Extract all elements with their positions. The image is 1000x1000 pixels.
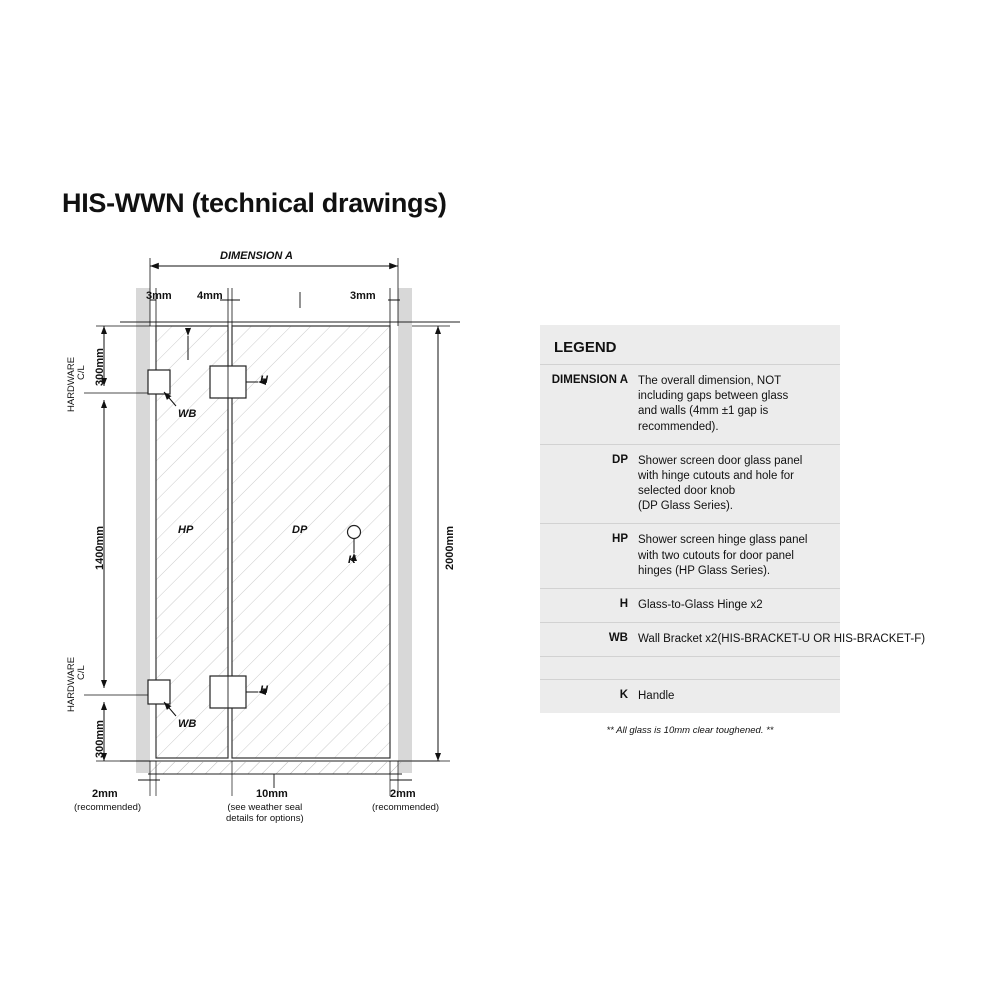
legend-value-wb: Wall Bracket x2(HIS-BRACKET-U OR HIS-BRACKET-F) <box>638 633 926 646</box>
wall-bracket-bottom <box>148 680 170 704</box>
wall-bracket-top <box>148 370 170 394</box>
legend-value-dp: Shower screen door glass panel with hinge cutouts and hole for selected door knob (DP Glass Series). <box>638 454 803 513</box>
floor-hatch <box>148 762 402 774</box>
bottom-center-note: (see weather seal details for options) <box>226 802 304 824</box>
dim-1400mm: 1400mm <box>94 525 106 570</box>
legend-row <box>540 679 840 713</box>
cl-label-bottom: C/L <box>76 665 87 680</box>
legend-key-k: K <box>619 689 628 702</box>
legend-key-wb: WB <box>608 632 628 645</box>
legend-panel <box>540 325 926 746</box>
legend-key-h: H <box>619 597 628 610</box>
gap-label-left: 3mm <box>146 290 172 302</box>
panel-label-hp: HP <box>178 524 194 536</box>
marker-h-bottom: H <box>260 684 268 696</box>
hardware-label-bottom: HARDWARE <box>66 656 77 712</box>
legend-value-h: Glass-to-Glass Hinge x2 <box>638 598 763 611</box>
legend-note: ** All glass is 10mm clear toughened. ** <box>540 713 840 746</box>
handle-hole <box>348 526 361 539</box>
legend-row <box>540 364 840 444</box>
legend-row <box>540 622 926 656</box>
marker-h-top: H <box>260 374 268 386</box>
dim-2000mm: 2000mm <box>444 525 456 570</box>
legend-key-dp: DP <box>612 453 628 466</box>
technical-drawing <box>60 240 520 840</box>
legend-value-dimension-a: The overall dimension, NOT including gaps between glass and walls (4mm ±1 gap is recommended). <box>638 375 789 433</box>
legend-row <box>540 588 840 622</box>
dim-300mm-top: 300mm <box>94 348 106 386</box>
page-title: HIS-WWN (technical drawings) <box>62 188 447 218</box>
bottom-center-value: 10mm <box>256 788 288 800</box>
legend-spacer <box>540 656 840 679</box>
bottom-left-note: (recommended) <box>74 802 142 813</box>
bottom-right-value: 2mm <box>390 788 416 800</box>
legend-value-hp: Shower screen hinge glass panel with two cutouts for door panel hinges (HP Glass Series). <box>638 534 808 577</box>
hardware-label-top: HARDWARE <box>66 356 77 412</box>
wall-right <box>398 288 412 773</box>
dimension-a-label: DIMENSION A <box>220 250 293 262</box>
bottom-left-value: 2mm <box>92 788 118 800</box>
legend-row <box>540 444 840 524</box>
legend-heading: LEGEND <box>554 339 617 356</box>
legend-key-hp: HP <box>612 533 628 546</box>
marker-k: K <box>348 554 356 566</box>
marker-wb-top: WB <box>178 408 197 420</box>
cl-label-top: C/L <box>76 365 87 380</box>
panel-label-dp: DP <box>292 524 308 536</box>
legend-row <box>540 523 840 588</box>
glass-panel-dp <box>232 326 390 758</box>
legend-value-k: Handle <box>638 690 675 703</box>
bottom-right-note: (recommended) <box>372 802 440 813</box>
gap-label-right: 3mm <box>350 290 376 302</box>
dim-300mm-bottom: 300mm <box>94 720 106 758</box>
gap-label-center: 4mm <box>197 290 223 302</box>
marker-wb-bottom: WB <box>178 718 197 730</box>
legend-key-dimension-a: DIMENSION A <box>551 374 628 386</box>
